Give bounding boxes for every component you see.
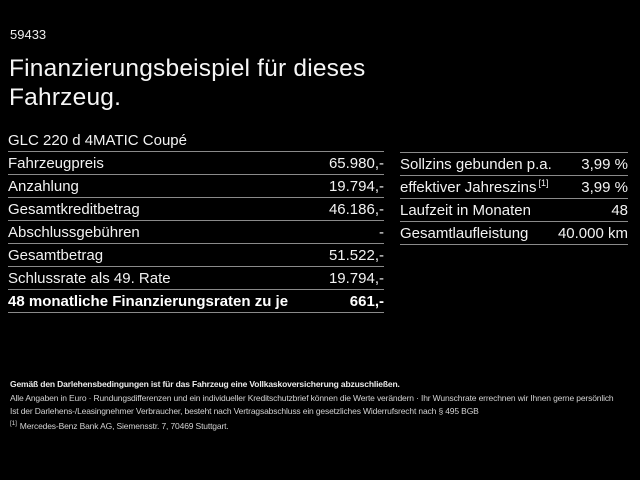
finance-row-label: Schlussrate als 49. Rate bbox=[8, 269, 171, 287]
finance-row-value: 65.980,- bbox=[328, 154, 384, 172]
conditions-row-value: 48 bbox=[611, 201, 628, 219]
conditions-row-label bbox=[400, 225, 528, 242]
finance-row-label: Gesamtbetrag bbox=[8, 246, 104, 264]
conditions-row-laufzeit bbox=[400, 199, 628, 222]
finance-row-label: Fahrzeugpreis bbox=[8, 154, 104, 172]
finance-row-gesamtbetrag bbox=[8, 244, 384, 267]
finance-row-value: - bbox=[379, 223, 384, 241]
finance-row-fahrzeugpreis bbox=[8, 152, 384, 175]
conditions-row-value: 3,99 % bbox=[581, 155, 628, 173]
finance-row-monatsrate bbox=[8, 290, 384, 313]
insurance-requirement-note: Gemäß den Darlehensbedingungen ist für das Fahrzeug eine Vollkaskoversicherung abzuschließen. bbox=[10, 379, 400, 389]
finance-table bbox=[8, 130, 384, 313]
finance-row-value: 51.522,- bbox=[328, 246, 384, 264]
page-title bbox=[9, 54, 365, 112]
finance-row-label: 48 monatliche Finanzierungsraten zu je bbox=[8, 292, 289, 310]
conditions-row-label-text: effektiver Jahreszins bbox=[400, 178, 537, 196]
finance-row-value: 46.186,- bbox=[328, 200, 384, 218]
footnote bbox=[10, 421, 229, 431]
conditions-row-label-text: Gesamtlaufleistung bbox=[400, 224, 529, 242]
footnote-marker: [1] bbox=[10, 420, 17, 428]
ref-number: 59433 bbox=[10, 27, 47, 42]
conditions-row-label bbox=[400, 202, 531, 219]
finance-row-schlussrate bbox=[8, 267, 384, 290]
finance-row-value: 19.794,- bbox=[328, 177, 384, 195]
conditions-row-label-text: Laufzeit in Monaten bbox=[400, 201, 531, 219]
disclaimer-line-2: Ist der Darlehens-/Leasingnehmer Verbraucher, besteht nach Vertragsabschluss ein gesetzliches Widerrufsrecht nach § 495 BGB bbox=[10, 406, 479, 416]
finance-row-value: 661,- bbox=[349, 292, 384, 310]
footnote-text: Mercedes-Benz Bank AG, Siemensstr. 7, 70469 Stuttgart. bbox=[19, 421, 229, 431]
disclaimer-line-1: Alle Angaben in Euro · Rundungsdifferenzen und ein individueller Kreditschutzbrief können die Werte verändern · Ihr Wunschrate errechnen wir Ihnen gerne persönlich bbox=[10, 393, 614, 403]
vehicle-model-header: GLC 220 d 4MATIC Coupé bbox=[8, 130, 384, 152]
conditions-row-sollzins bbox=[400, 153, 628, 176]
finance-row-gesamtkreditbetrag bbox=[8, 198, 384, 221]
finance-row-abschlussgebuehren bbox=[8, 221, 384, 244]
page-title-line-1: Finanzierungsbeispiel für dieses bbox=[9, 55, 366, 82]
conditions-row-label-text: Sollzins gebunden p.a. bbox=[400, 155, 552, 173]
conditions-table bbox=[400, 152, 628, 245]
finance-row-anzahlung bbox=[8, 175, 384, 198]
conditions-row-value: 40.000 km bbox=[557, 224, 628, 242]
conditions-row-effektiver-jahreszins bbox=[400, 176, 628, 199]
conditions-row-label bbox=[400, 179, 548, 196]
conditions-row-gesamtlaufleistung bbox=[400, 222, 628, 245]
finance-row-value: 19.794,- bbox=[328, 269, 384, 287]
conditions-row-label bbox=[400, 156, 552, 173]
footnote-reference-superscript: [1] bbox=[538, 177, 549, 188]
finance-row-label: Anzahlung bbox=[8, 177, 79, 195]
conditions-row-value: 3,99 % bbox=[581, 178, 628, 196]
finance-row-label: Abschlussgebühren bbox=[8, 223, 140, 241]
page-title-line-2: Fahrzeug. bbox=[9, 84, 122, 111]
finance-row-label: Gesamtkreditbetrag bbox=[8, 200, 140, 218]
